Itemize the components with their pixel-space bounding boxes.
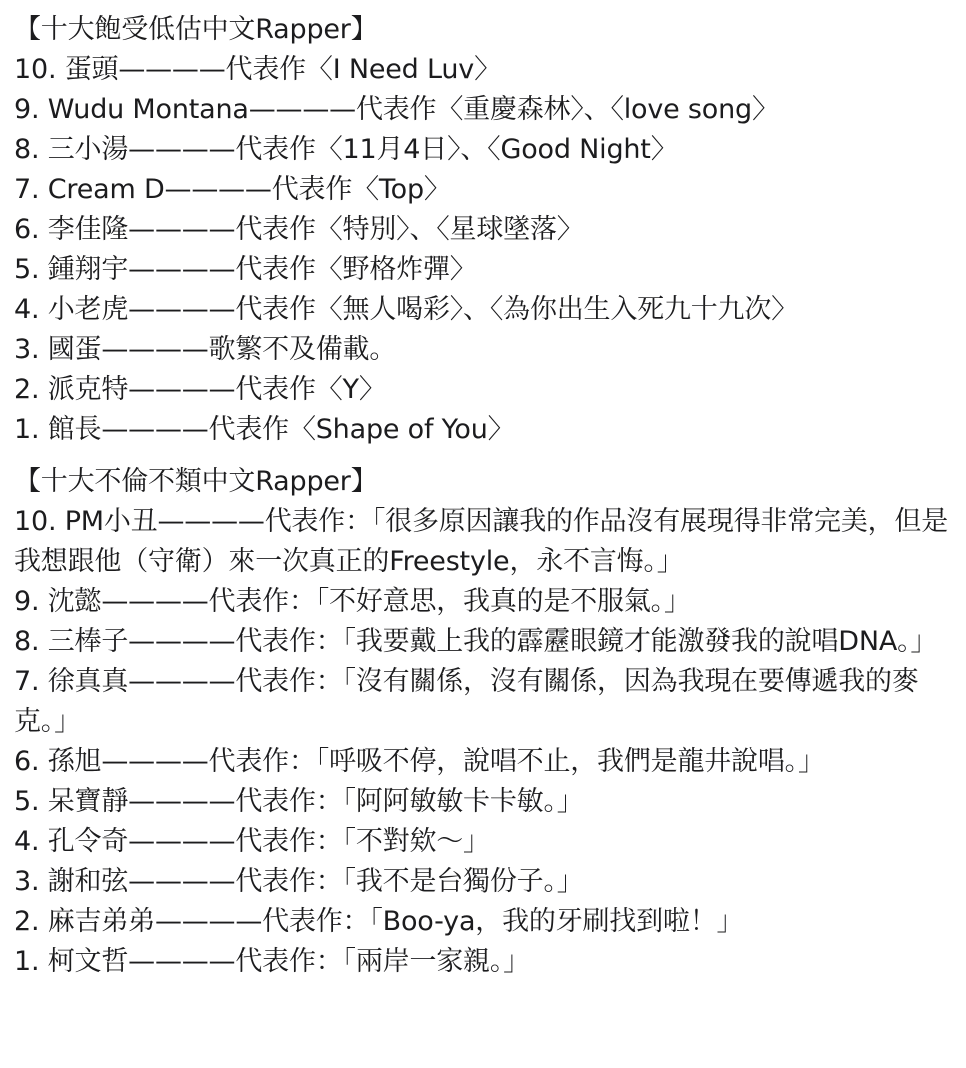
list-item: 3. 謝和弦————代表作：「我不是台獨份子。」	[14, 866, 584, 897]
list-item: 5. 呆寶靜————代表作：「阿阿敏敏卡卡敏。」	[14, 786, 584, 817]
list-item: 6. 孫旭————代表作：「呼吸不停，說唱不止，我們是龍井說唱。」	[14, 746, 825, 777]
list-item: 8. 三小湯————代表作〈11月4日〉、〈Good Night〉	[14, 134, 678, 165]
list-item: 5. 鍾翔宇————代表作〈野格炸彈〉	[14, 254, 477, 285]
list-item: 1. 館長————代表作〈Shape of You〉	[14, 414, 515, 445]
list-item: 9. 沈懿————代表作：「不好意思，我真的是不服氣。」	[14, 586, 691, 617]
list-item: 1. 柯文哲————代表作：「兩岸一家親。」	[14, 946, 530, 977]
list-item: 2. 派克特————代表作〈Y〉	[14, 374, 386, 405]
list-item: 2. 麻吉弟弟————代表作：「Boo-ya，我的牙刷找到啦！」	[14, 906, 744, 937]
list-item: 7. Cream D————代表作〈Top〉	[14, 174, 451, 205]
section-title-underrated: 【十大飽受低估中文Rapper】	[14, 14, 378, 45]
list-item: 10. PM小丑————代表作：「很多原因讓我的作品沒有展現得非常完美，但是我想跟他（守衛）來一次真正的Freestyle，永不言悔。」	[14, 506, 948, 577]
list-item: 10. 蛋頭————代表作〈I Need Luv〉	[14, 54, 501, 85]
section-title-misfits: 【十大不倫不類中文Rapper】	[14, 466, 378, 497]
list-item: 8. 三棒子————代表作：「我要戴上我的霹靂眼鏡才能激發我的說唱DNA。」	[14, 626, 938, 657]
section-spacer	[14, 450, 954, 462]
list-item: 4. 小老虎————代表作〈無人喝彩〉、〈為你出生入死九十九次〉	[14, 294, 798, 325]
list-item: 7. 徐真真————代表作：「沒有關係，沒有關係，因為我現在要傳遞我的麥克。」	[14, 666, 919, 737]
post-content	[14, 10, 954, 982]
list-item: 6. 李佳隆————代表作〈特別〉、〈星球墜落〉	[14, 214, 584, 245]
list-item: 3. 國蛋————歌繁不及備載。	[14, 334, 397, 365]
list-item: 4. 孔令奇————代表作：「不對欸～」	[14, 826, 490, 857]
list-item: 9. Wudu Montana————代表作〈重慶森林〉、〈love song〉	[14, 94, 779, 125]
